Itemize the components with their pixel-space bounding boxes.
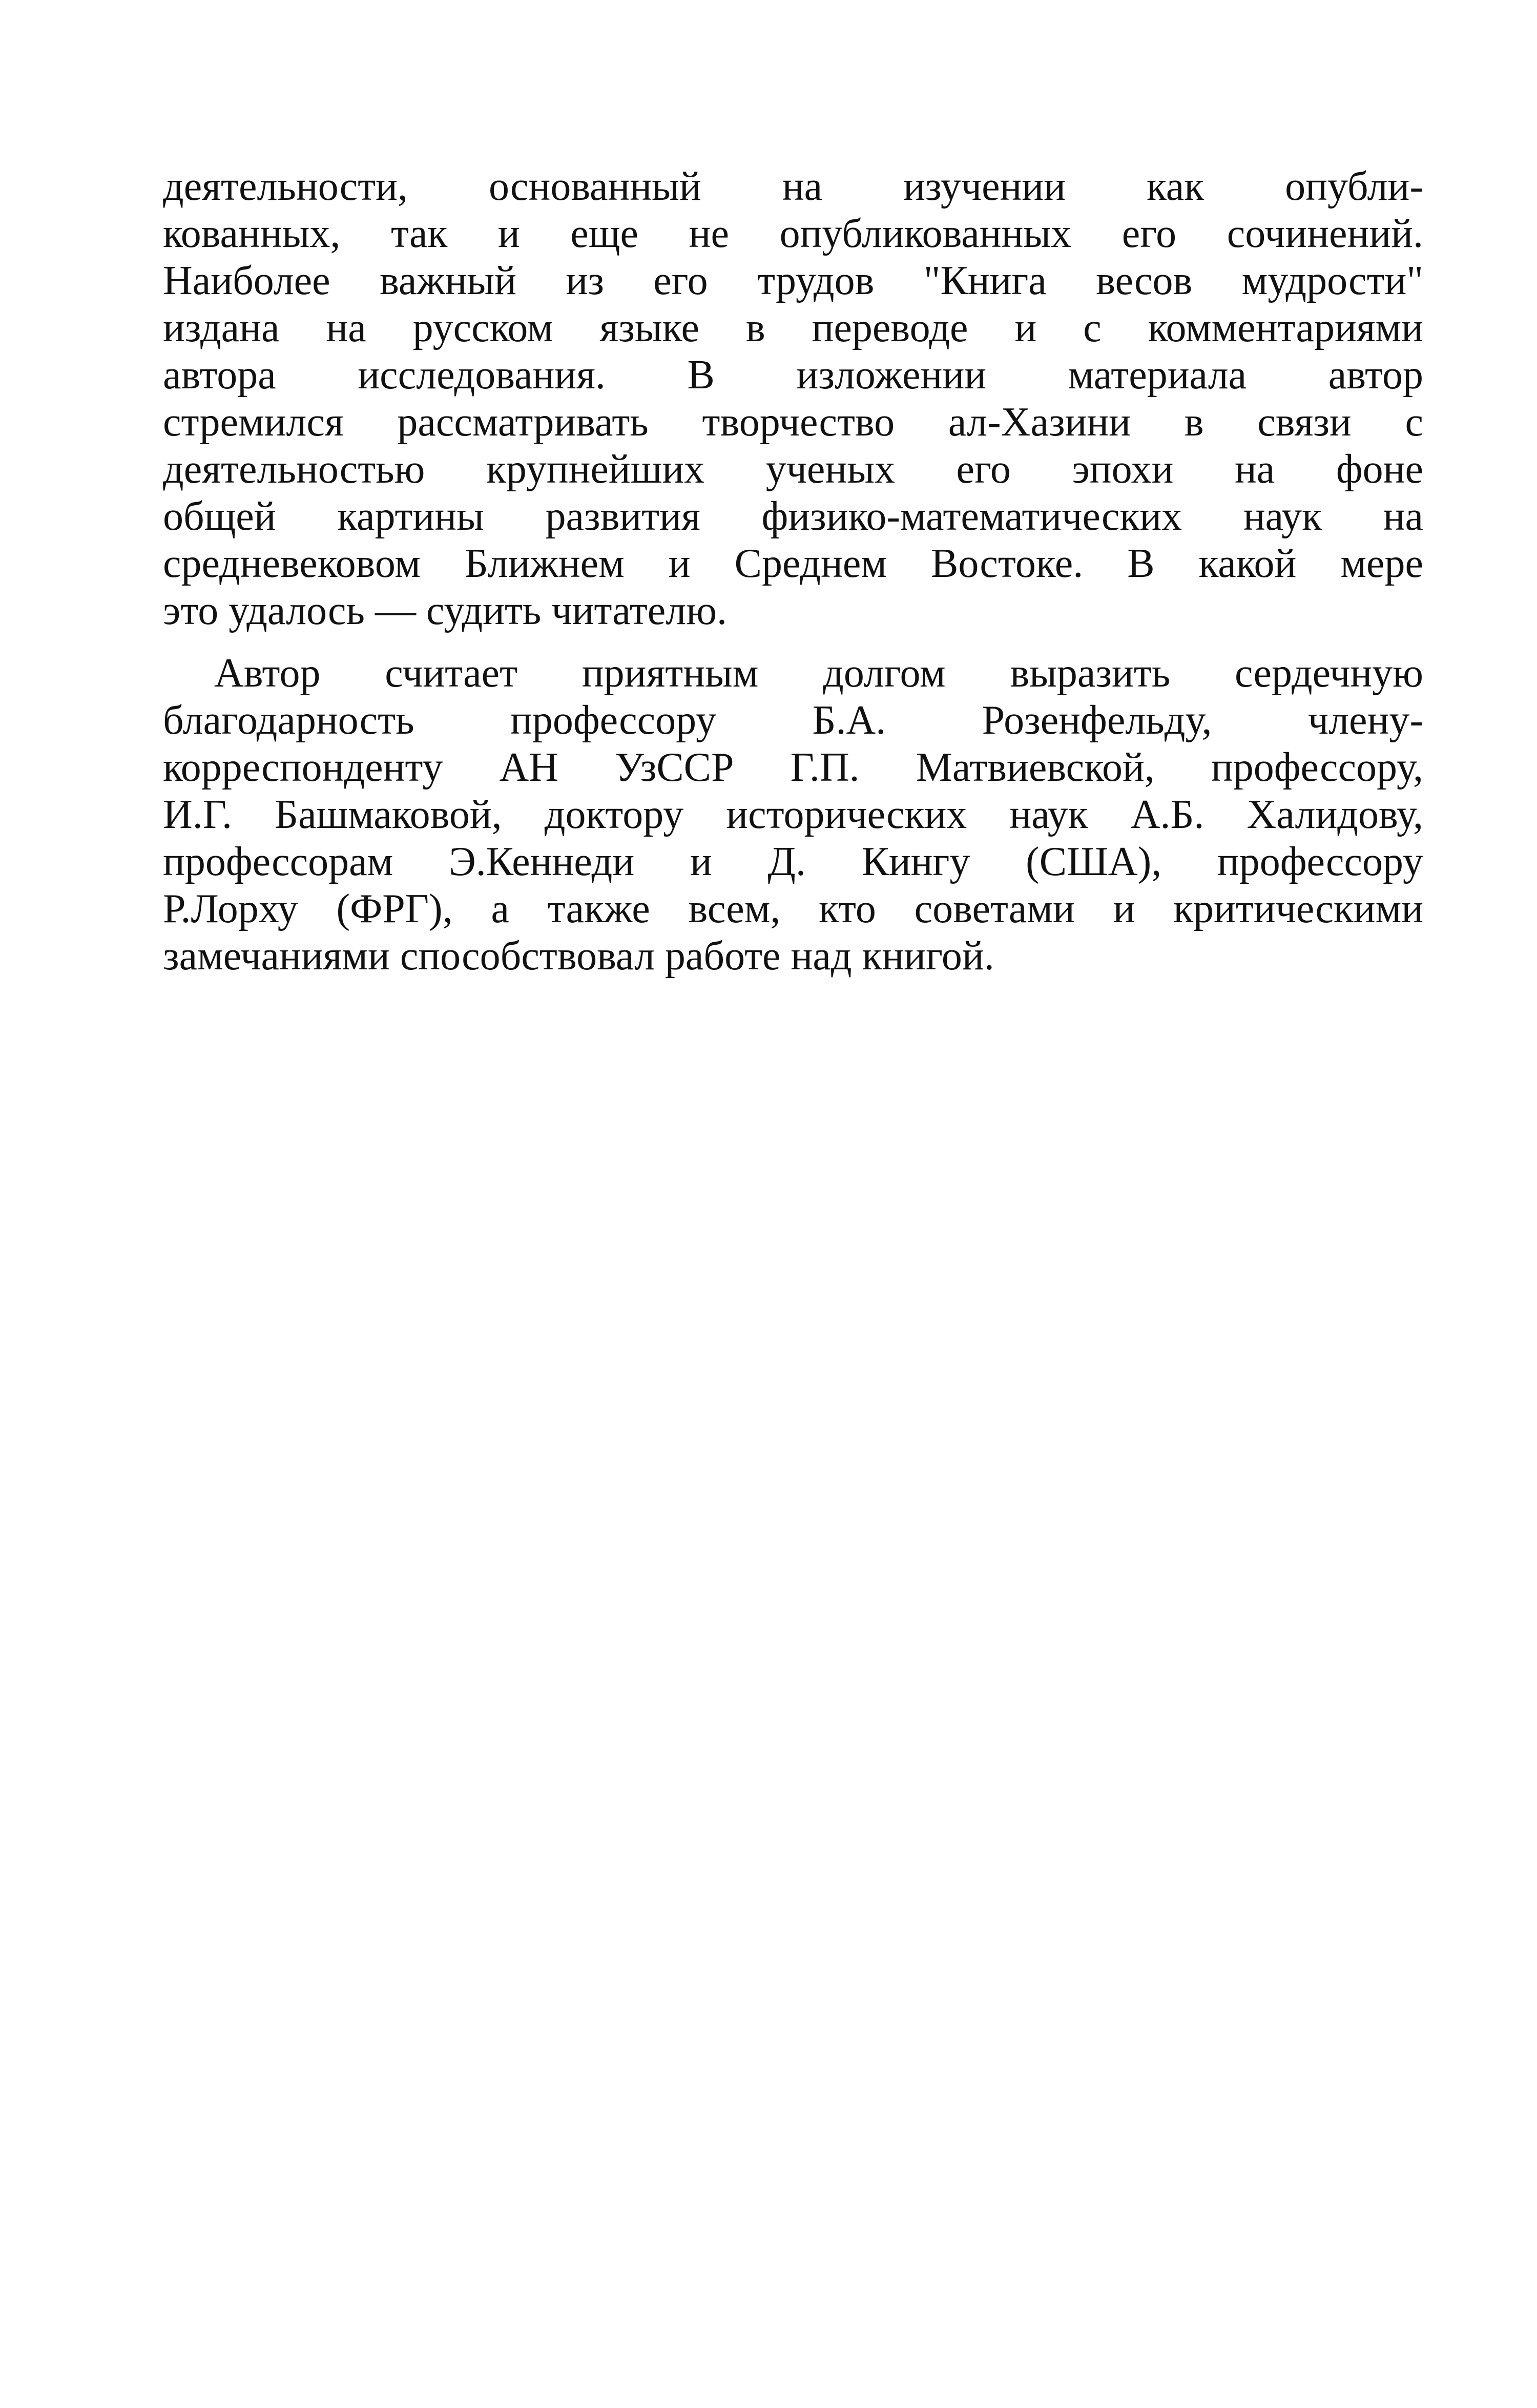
text-line: деятельности, основанный на изучении как опубли- (163, 164, 1423, 209)
text-line: Наиболее важный из его трудов "Книга весов мудрости" (163, 258, 1423, 303)
text-line: благодарность профессору Б.А. Розенфельду, члену- (163, 698, 1423, 743)
text-line: профессорам Э.Кеннеди и Д. Кингу (США), профессору (163, 839, 1423, 884)
text-line: это удалось — судить читателю. (163, 588, 727, 633)
body-text (163, 163, 1423, 980)
text-line: средневековом Ближнем и Среднем Востоке. В какой мере (163, 541, 1423, 586)
text-line: общей картины развития физико-математических наук на (163, 494, 1423, 539)
text-line: кованных, так и еще не опубликованных его сочинений. (163, 211, 1423, 256)
text-line: замечаниями способствовал работе над книгой. (163, 933, 994, 979)
text-line: издана на русском языке в переводе и с комментариями (163, 305, 1423, 350)
text-line: И.Г. Башмаковой, доктору исторических наук А.Б. Халидову, (163, 792, 1423, 837)
text-line: Автор считает приятным долгом выразить сердечную (214, 651, 1423, 696)
text-line: стремился рассматривать творчество ал-Хазини в связи с (163, 400, 1423, 445)
text-line: деятельностью крупнейших ученых его эпохи на фоне (163, 447, 1423, 492)
text-line: Р.Лорху (ФРГ), а также всем, кто советами и критическими (163, 886, 1423, 931)
text-line: корреспонденту АН УзССР Г.П. Матвиевской, профессору, (163, 745, 1423, 790)
paragraph-gap (163, 634, 1423, 650)
text-line: автора исследования. В изложении материала автор (163, 352, 1423, 398)
